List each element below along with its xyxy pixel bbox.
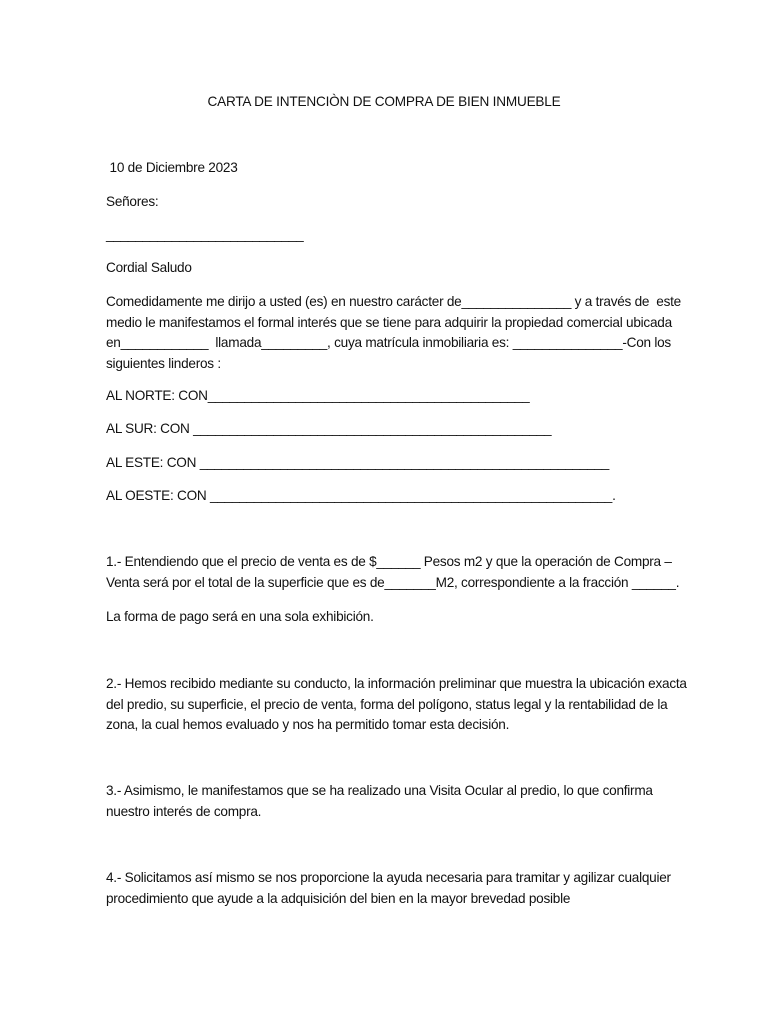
point-3-paragraph xyxy=(106,781,662,822)
boundary-east: AL ESTE: CON ________________________________________________________ xyxy=(106,455,610,470)
recipient-blank: ___________________________ xyxy=(106,227,304,242)
point-2-line: 2.- Hemos recibido mediante su conducto, la información preliminar que muestra la ubicación exacta xyxy=(106,676,687,691)
point-1-line: Venta será por el total de la superficie que es de_______M2, correspondiente a la fracción ______. xyxy=(106,574,680,590)
point-2-line: del predio, su superficie, el precio de venta, forma del polígono, status legal y la rentabilidad de la xyxy=(106,696,668,712)
greeting: Cordial Saludo xyxy=(106,260,192,275)
payment-terms: La forma de pago será en una sola exhibición. xyxy=(106,609,374,624)
boundary-west: AL OESTE: CON _______________________________________________________. xyxy=(106,488,616,503)
point-2-paragraph xyxy=(106,674,687,736)
point-4-paragraph xyxy=(106,868,671,909)
point-3-line: nuestro interés de compra. xyxy=(106,803,262,819)
intro-line: siguientes linderos : xyxy=(106,355,221,371)
point-1-line: 1.- Entendiendo que el precio de venta es de $______ Pesos m2 y que la operación de Compra – xyxy=(106,554,672,569)
boundary-north: AL NORTE: CON____________________________________________ xyxy=(106,388,530,403)
point-4-line: procedimiento que ayude a la adquisición del bien en la mayor brevedad posible xyxy=(106,890,571,906)
point-1-paragraph xyxy=(106,552,680,593)
intro-paragraph xyxy=(106,292,681,374)
letter-date: 10 de Diciembre 2023 xyxy=(106,160,238,175)
intro-line: Comedidamente me dirijo a usted (es) en nuestro carácter de_______________ y a través de este xyxy=(106,294,681,309)
intro-line: en____________ llamada_________, cuya matrícula inmobiliaria es: _______________-Con los xyxy=(106,335,671,351)
intro-line: medio le manifestamos el formal interés que se tiene para adquirir la propiedad comercial ubicada xyxy=(106,314,672,330)
point-2-line: zona, la cual hemos evaluado y nos ha permitido tomar esta decisión. xyxy=(106,717,510,733)
salutation: Señores: xyxy=(106,194,159,209)
point-4-line: 4.- Solicitamos así mismo se nos proporcione la ayuda necesaria para tramitar y agilizar cualquier xyxy=(106,870,671,885)
document-title: CARTA DE INTENCIÒN DE COMPRA DE BIEN INMUEBLE xyxy=(207,94,561,109)
point-3-line: 3.- Asimismo, le manifestamos que se ha realizado una Visita Ocular al predio, lo que confirma xyxy=(106,783,653,798)
boundary-south: AL SUR: CON _________________________________________________ xyxy=(106,421,552,436)
